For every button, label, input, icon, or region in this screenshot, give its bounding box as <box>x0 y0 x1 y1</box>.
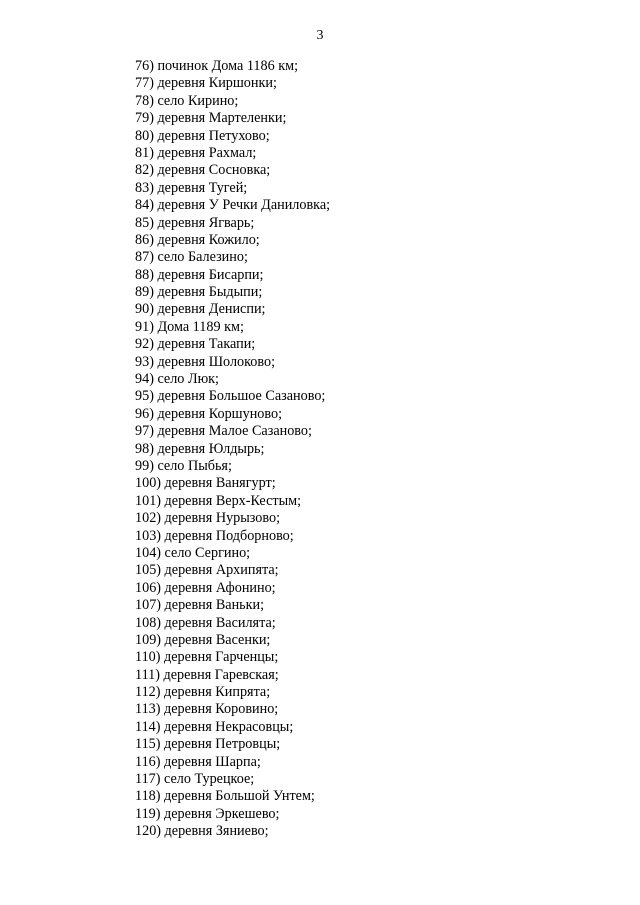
list-item: 101) деревня Верх-Кестым; <box>135 492 302 509</box>
list-item: 115) деревня Петровцы; <box>135 736 281 753</box>
list-item: 118) деревня Большой Унтем; <box>135 788 315 805</box>
settlement-list <box>135 58 330 841</box>
list-item: 112) деревня Кипрята; <box>135 684 271 701</box>
list-item: 90) деревня Дениспи; <box>135 301 266 318</box>
list-item: 109) деревня Васенки; <box>135 631 271 648</box>
list-item: 114) деревня Некрасовцы; <box>135 718 294 735</box>
list-item: 116) деревня Шарпа; <box>135 753 261 770</box>
list-item: 119) деревня Эркешево; <box>135 805 280 822</box>
list-item: 111) деревня Гаревская; <box>135 666 279 683</box>
list-item: 95) деревня Большое Сазаново; <box>135 388 326 405</box>
list-item: 81) деревня Рахмал; <box>135 144 257 161</box>
list-item: 99) село Пыбья; <box>135 457 232 474</box>
list-item: 85) деревня Ягварь; <box>135 214 255 231</box>
list-item: 80) деревня Петухово; <box>135 127 270 144</box>
list-item: 97) деревня Малое Сазаново; <box>135 423 312 440</box>
list-item: 91) Дома 1189 км; <box>135 318 244 335</box>
list-item: 84) деревня У Речки Даниловка; <box>135 197 331 214</box>
list-item: 78) село Кирино; <box>135 92 239 109</box>
list-item: 83) деревня Тугей; <box>135 179 248 196</box>
list-item: 79) деревня Мартеленки; <box>135 110 287 127</box>
list-item: 108) деревня Василята; <box>135 614 276 631</box>
page-number: 3 <box>316 28 324 43</box>
list-item: 98) деревня Юлдырь; <box>135 440 265 457</box>
list-item: 113) деревня Коровино; <box>135 701 279 718</box>
list-item: 103) деревня Подборново; <box>135 527 294 544</box>
list-item: 76) починок Дома 1186 км; <box>135 58 299 74</box>
list-item: 89) деревня Быдыпи; <box>135 284 263 301</box>
list-item: 105) деревня Архипята; <box>135 562 279 579</box>
list-item: 106) деревня Афонино; <box>135 579 276 596</box>
list-item: 86) деревня Кожило; <box>135 231 260 248</box>
list-item: 88) деревня Бисарпи; <box>135 266 264 283</box>
list-item: 93) деревня Шолоково; <box>135 353 276 370</box>
list-item: 110) деревня Гарченцы; <box>135 649 279 666</box>
list-item: 96) деревня Коршуново; <box>135 405 283 422</box>
list-item: 92) деревня Такапи; <box>135 336 256 353</box>
list-item: 120) деревня Зяниево; <box>135 823 269 840</box>
list-item: 77) деревня Киршонки; <box>135 75 277 92</box>
list-item: 82) деревня Сосновка; <box>135 162 271 179</box>
list-item: 104) село Сергино; <box>135 544 251 561</box>
list-item: 94) село Люк; <box>135 371 220 388</box>
list-item: 100) деревня Ванягурт; <box>135 475 276 492</box>
list-item: 102) деревня Нурызово; <box>135 510 281 527</box>
list-item: 117) село Турецкое; <box>135 771 255 788</box>
list-item: 87) село Балезино; <box>135 249 248 266</box>
list-item: 107) деревня Ваньки; <box>135 597 265 614</box>
